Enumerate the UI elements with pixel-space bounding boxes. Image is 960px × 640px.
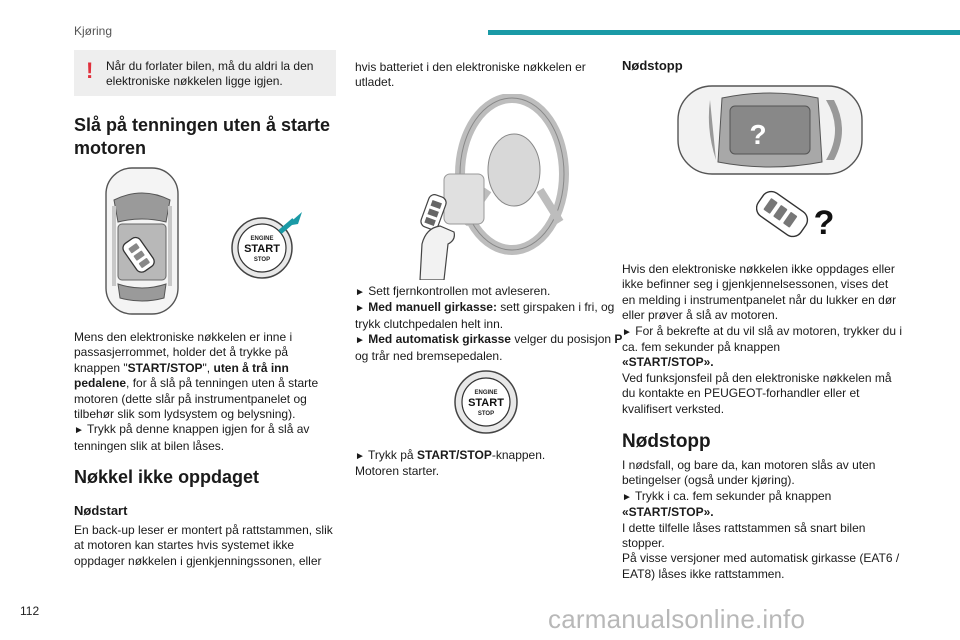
watermark: carmanualsonline.info — [548, 604, 806, 634]
bullet-arrow-icon: ► — [74, 425, 84, 437]
subheading-emergency-start: Nødstart — [74, 503, 128, 518]
step-3: ► Med automatisk girkasse velger du posisjon P og trår ned bremsepedalen. — [355, 332, 623, 363]
section-heading-key-not-detected: Nøkkel ikke oppdaget — [74, 467, 260, 487]
start-stop-button-illustration — [226, 210, 306, 282]
step-2: ► Med manuell girkasse: sett girspaken i fri, og trykk clutchpedalen helt inn. — [355, 300, 615, 331]
bullet-arrow-icon: ► — [622, 326, 632, 338]
bullet-arrow-icon: ► — [355, 303, 365, 315]
question-mark-icon: ? — [813, 204, 835, 242]
steering-wheel-key-illustration — [414, 94, 570, 280]
button-label-stop: STOP — [253, 257, 271, 263]
bullet-arrow-icon: ► — [355, 287, 365, 298]
bullet-arrow-icon: ► — [355, 451, 365, 462]
button-label-start: START — [244, 243, 280, 255]
bullet-arrow-icon: ► — [622, 491, 632, 503]
bullet-arrow-icon: ► — [355, 335, 365, 347]
emergency-start-paragraph: En back-up leser er montert på rattstammen, slik at motoren kan startes hvis systemet ikke oppdager nøkkelen i gjenkjenningssonen, eller — [74, 523, 333, 568]
section-heading-emergency-stop: Nødstopp — [622, 431, 711, 452]
header-accent-bar — [488, 30, 960, 35]
button-label-stop: STOP — [477, 411, 495, 417]
car-key-not-found-illustration — [676, 82, 864, 178]
ignition-paragraph: Mens den elektroniske nøkkelen er inne i passasjerrommet, holder det å trykke på knappen "START/STOP", uten å trå inn pedalene, for å slå på tenningen uten å starte motoren (dette slår på instrumentpanelet og tilbehør slik som lydsystem og belysning). ► Trykk på denne knappen igjen for å slå av tenningen slik at bilen låses. — [74, 330, 319, 453]
page-number: 112 — [20, 604, 40, 618]
forced-stop-paragraph: I nødsfall, og bare da, kan motoren slås av uten betingelser (også under kjøring). ► Trykk i ca. fem sekunder på knappen «START/STOP». I dette tilfelle låses rattstammen så snart bilen stopper. På visse versjoner med automatisk girkasse (EAT6 / EAT8) låses ikke rattstammen. — [622, 458, 900, 581]
button-label-engine: ENGINE — [474, 390, 498, 396]
button-label-start: START — [468, 397, 504, 409]
section-heading-ignition: Slå på tenningen uten å starte motoren — [74, 115, 331, 158]
subheading-emergency-stop: Nødstopp — [622, 58, 683, 73]
button-label-engine: ENGINE — [250, 236, 274, 242]
step-1: ► Sett fjernkontrollen mot avleseren. — [355, 284, 551, 298]
question-mark-icon: ? — [749, 119, 767, 150]
battery-paragraph: hvis batteriet i den elektroniske nøkkelen er utladet. — [355, 60, 586, 90]
car-with-key-illustration — [102, 166, 182, 316]
warning-box — [74, 50, 336, 96]
emergency-stop-paragraph: Hvis den elektroniske nøkkelen ikke oppdages eller ikke befinner seg i gjenkjennelsessonen, vises det en melding i instrumentpanelet når du lukker en dør eller prøver å slå av motoren. ► For å bekrefte at du vil slå av motoren, trykker du i ca. fem sekunder på knappen «START/STOP». Ved funksjonsfeil på den elektroniske nøkkelen må du kontakte en PEUGEOT-forhandler eller et kvalifisert verksted. — [622, 262, 903, 416]
warning-icon: ! — [86, 58, 94, 83]
chapter-title: Kjøring — [74, 24, 113, 38]
key-fob-question-illustration — [756, 182, 838, 246]
warning-text: Når du forlater bilen, må du aldri la den elektroniske nøkkelen ligge igjen. — [106, 59, 314, 88]
start-step: ► Trykk på START/STOP-knappen. Motoren starter. — [355, 448, 546, 479]
emergency-start-steps — [355, 284, 625, 364]
start-stop-button-illustration — [452, 368, 520, 436]
